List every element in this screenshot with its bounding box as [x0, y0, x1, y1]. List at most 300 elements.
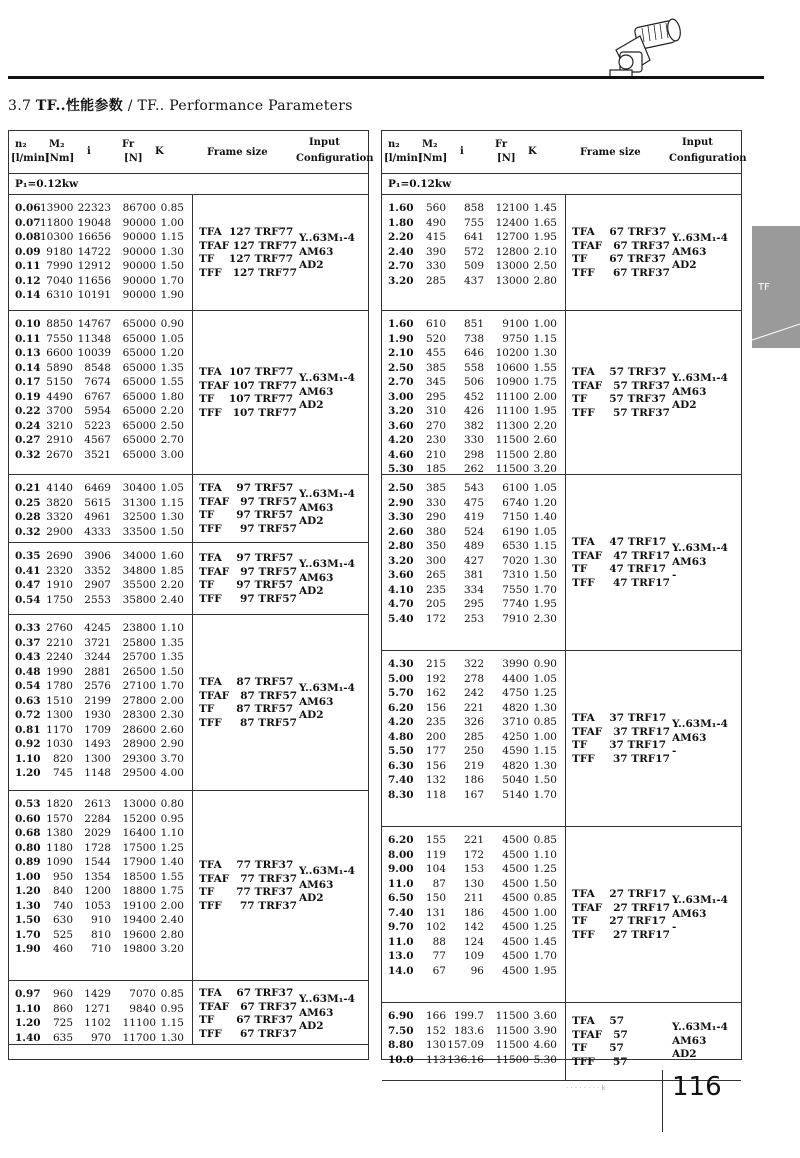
col-i: i [460, 146, 464, 157]
performance-group [9, 981, 368, 1045]
cell: 0.41 [15, 564, 41, 577]
cell: 16656 [77, 231, 111, 243]
table-row [15, 346, 184, 361]
data-rows [15, 621, 184, 781]
cell: 755 [463, 216, 484, 229]
cell: 1.25 [160, 841, 184, 854]
cell: 1.30 [533, 554, 557, 567]
cell: 4500 [502, 892, 529, 904]
cell: 0.85 [533, 716, 557, 728]
table-row [15, 1031, 184, 1046]
cell: 11100 [495, 405, 529, 417]
cell: 132 [425, 774, 446, 786]
cell: 2.30 [533, 612, 557, 625]
cell: 12800 [495, 245, 529, 258]
cell: 142 [463, 921, 484, 933]
cell: 11500 [495, 1024, 529, 1037]
table-row [15, 899, 184, 914]
cell: 455 [425, 347, 446, 359]
cell: 19400 [122, 914, 156, 926]
table-row [388, 448, 557, 463]
cell: 11500 [495, 463, 529, 475]
cell: 330 [463, 434, 484, 446]
cell: 13.0 [388, 950, 414, 962]
cell: 2690 [46, 550, 73, 562]
table-row [388, 862, 557, 877]
cell: 334 [463, 583, 484, 596]
cell: 1053 [84, 899, 111, 912]
config-entry: AM63 [299, 571, 334, 584]
col-n2: n₂ [388, 139, 400, 150]
config-entry: AM63 [672, 245, 707, 258]
frame-size-entry: TFA 127 TRF77 [199, 226, 294, 238]
table-row [388, 788, 557, 803]
cell: 543 [463, 482, 484, 494]
cell: 2881 [84, 665, 111, 678]
cell: 858 [463, 202, 484, 214]
cell: 104 [425, 863, 446, 875]
col-input: Input [682, 137, 713, 148]
cell: 200 [425, 730, 446, 743]
cell: 90000 [122, 274, 156, 287]
cell: 172 [425, 612, 446, 625]
cell: 5140 [502, 788, 529, 801]
cell: 11100 [495, 390, 529, 403]
cell: 4820 [502, 759, 529, 772]
tab-decoration [752, 300, 800, 348]
cell: 7020 [502, 554, 529, 567]
data-rows [15, 317, 184, 462]
input-configuration [299, 488, 355, 529]
cell: 1180 [46, 841, 73, 854]
table-row [15, 230, 184, 245]
cell: 6310 [46, 289, 73, 301]
config-entry: Y..63M₁-4 [672, 718, 728, 730]
cell: 0.53 [15, 798, 41, 810]
cell: 4.20 [388, 716, 414, 728]
cell: 4.10 [388, 583, 414, 596]
cell: 1.50 [533, 877, 557, 890]
table-row [15, 288, 184, 303]
cell: 3.00 [160, 448, 184, 461]
cell: 1.55 [533, 361, 557, 374]
cell: 2.90 [388, 496, 414, 509]
frame-size-entry: TFF 77 TRF37 [199, 899, 297, 912]
cell: 382 [463, 419, 484, 432]
cell: 1544 [84, 856, 111, 868]
cell: 1.15 [533, 745, 557, 757]
cell: 1.45 [533, 202, 557, 214]
cell: 558 [463, 361, 484, 374]
cell: 3.60 [388, 569, 414, 581]
cell: 183.6 [453, 1024, 484, 1037]
cell: 11300 [495, 419, 529, 432]
cell: 29300 [122, 752, 156, 765]
cell: 1.75 [160, 885, 184, 897]
cell: 2.50 [388, 361, 414, 374]
table-row [388, 597, 557, 612]
table-row [15, 621, 184, 636]
cell: 560 [425, 202, 446, 214]
cell: 4490 [46, 390, 73, 403]
cell: 4750 [502, 687, 529, 699]
table-row [15, 404, 184, 419]
table-row [388, 1053, 557, 1068]
cell: 118 [425, 788, 446, 801]
table-row [15, 723, 184, 738]
cell: 3.70 [160, 752, 184, 765]
cell: 0.28 [15, 511, 41, 523]
cell: 11348 [77, 332, 111, 345]
col-fr: Fr [495, 139, 508, 150]
cell: 0.21 [15, 482, 41, 494]
table-row [388, 568, 557, 583]
cell: 7150 [502, 511, 529, 523]
cell: 22323 [77, 202, 111, 214]
cell: 1.10 [15, 1002, 41, 1015]
table-row [388, 730, 557, 745]
cell: 295 [425, 390, 446, 403]
cell: 524 [463, 525, 484, 538]
cell: 18800 [122, 885, 156, 897]
cell: 4961 [84, 511, 111, 523]
frame-size-entry: TFF 107 TRF77 [199, 406, 297, 419]
cell: 1.65 [533, 216, 557, 229]
cell: 1.20 [533, 496, 557, 509]
cell: 5223 [84, 419, 111, 432]
cell: 0.14 [15, 289, 41, 301]
cell: 235 [425, 583, 446, 596]
data-rows [388, 833, 557, 978]
config-entry: - [672, 921, 677, 933]
cell: 1.50 [533, 774, 557, 786]
cell: 10.0 [388, 1053, 414, 1066]
cell: 262 [463, 463, 484, 475]
cell: 90000 [122, 245, 156, 258]
cell: 17900 [122, 856, 156, 868]
cell: 2.60 [533, 434, 557, 446]
cell: 90000 [122, 260, 156, 272]
table-row [388, 920, 557, 935]
frame-size [572, 888, 670, 942]
column-divider [565, 195, 566, 310]
cell: 0.54 [15, 593, 41, 606]
cell: 5040 [502, 774, 529, 786]
gear-motor-illustration [606, 14, 688, 84]
column-divider [565, 1003, 566, 1080]
cell: 1.10 [533, 848, 557, 861]
table-row [15, 679, 184, 694]
cell: 2553 [84, 593, 111, 606]
cell: 166 [425, 1010, 446, 1022]
config-entry: Y..63M₁-4 [299, 865, 355, 877]
cell: 150 [425, 892, 446, 904]
cell: 3.20 [388, 554, 414, 567]
table-row [15, 448, 184, 463]
frame-size-entry: TFA 107 TRF77 [199, 366, 294, 378]
cell: 350 [425, 540, 446, 552]
performance-group [382, 195, 741, 311]
input-configuration [299, 232, 355, 273]
cell: 1.95 [533, 964, 557, 977]
page-title: 3.7 TF..性能参数 / TF.. Performance Parameters [8, 98, 353, 114]
cell: 1.10 [15, 752, 41, 765]
frame-size-entry: TFF 37 TRF17 [572, 752, 670, 765]
cell: 2900 [46, 525, 73, 538]
cell: 8850 [46, 318, 73, 330]
cell: 0.19 [15, 390, 41, 403]
data-rows [388, 201, 557, 288]
cell: 10600 [495, 361, 529, 374]
table-row [388, 701, 557, 716]
cell: 738 [463, 332, 484, 345]
table-row [15, 812, 184, 827]
cell: 2.70 [160, 434, 184, 446]
frame-size-entry: TFF 127 TRF77 [199, 266, 297, 279]
cell: 0.11 [15, 332, 41, 345]
cell: 167 [463, 788, 484, 801]
cell: 725 [52, 1017, 73, 1029]
cell: 65000 [122, 361, 156, 374]
cell: 11656 [77, 274, 111, 287]
performance-table-left [8, 130, 374, 1060]
cell: 5890 [46, 361, 73, 374]
frame-size-entry: TFA 57 [572, 1015, 625, 1027]
cell: 0.43 [15, 651, 41, 663]
cell: 17500 [122, 841, 156, 854]
frame-size-entry: TFAF 97 TRF57 [199, 495, 298, 508]
cell: 1.85 [160, 564, 184, 577]
table-row [388, 833, 557, 848]
table-row [388, 361, 557, 376]
frame-size-entry: TFAF 107 TRF77 [199, 379, 298, 392]
config-entry: AD2 [672, 259, 697, 271]
cell: 0.85 [160, 202, 184, 214]
cell: 13000 [122, 798, 156, 810]
cell: 6530 [502, 540, 529, 552]
col-frame: Frame size [207, 147, 268, 158]
table-row [15, 549, 184, 564]
cell: 1.95 [533, 598, 557, 610]
col-k: K [155, 146, 164, 157]
cell: 1.70 [160, 274, 184, 287]
cell: 3.20 [160, 943, 184, 955]
table-row [388, 1038, 557, 1053]
cell: 4500 [502, 848, 529, 861]
cell: 230 [425, 434, 446, 446]
cell: 242 [463, 687, 484, 699]
col-n2-unit: [l/min] [384, 153, 423, 164]
cell: 1.05 [533, 482, 557, 494]
cell: 300 [425, 554, 446, 567]
table-row [15, 694, 184, 709]
table-row [15, 593, 184, 608]
frame-size-entry: TFF 47 TRF17 [572, 576, 670, 589]
cell: 6.20 [388, 701, 414, 714]
cell: 520 [425, 332, 446, 345]
table-row [388, 612, 557, 627]
cell: 3.00 [388, 390, 414, 403]
cell: 0.47 [15, 579, 41, 591]
cell: 88 [432, 935, 446, 948]
config-entry: AD2 [299, 585, 324, 597]
cell: 77 [432, 950, 446, 962]
cell: 4500 [502, 921, 529, 933]
cell: 7310 [502, 569, 529, 581]
cell: 27100 [122, 680, 156, 692]
frame-size [199, 366, 297, 420]
config-entry: AM63 [299, 501, 334, 514]
config-entry: AD2 [299, 399, 324, 411]
table-row [388, 332, 557, 347]
table-row [388, 346, 557, 361]
cell: 11800 [40, 216, 74, 229]
cell: 1.05 [160, 482, 184, 494]
frame-size-entry: TFAF 27 TRF17 [572, 901, 671, 914]
cell: 7040 [46, 274, 73, 287]
cell: 1354 [84, 870, 111, 883]
cell: 14.0 [388, 964, 414, 977]
cell: 1.20 [160, 347, 184, 359]
input-configuration [672, 894, 728, 935]
cell: 4140 [46, 482, 73, 494]
cell: 2.20 [160, 405, 184, 417]
cell: 9.70 [388, 921, 414, 933]
cell: 7070 [129, 988, 156, 1000]
input-configuration [299, 865, 355, 906]
cell: 90000 [122, 289, 156, 301]
col-n2-unit: [l/min] [11, 153, 50, 164]
cell: 90000 [122, 216, 156, 229]
cell: 1.30 [160, 1031, 184, 1044]
input-configuration [299, 372, 355, 413]
frame-size-entry: TFAF 47 TRF17 [572, 549, 671, 562]
frame-size [199, 676, 297, 730]
table-row [15, 201, 184, 216]
frame-size-entry: TF 67 TRF37 [199, 1014, 294, 1026]
cell: 2.20 [160, 579, 184, 591]
cell: 5.70 [388, 687, 414, 699]
cell: 1.20 [15, 885, 41, 897]
cell: 210 [425, 448, 446, 461]
cell: 16400 [122, 827, 156, 839]
frame-size-entry: TFA 67 TRF37 [572, 226, 667, 238]
cell: 489 [463, 540, 484, 552]
cell: 10900 [495, 376, 529, 388]
cell: 26500 [122, 665, 156, 678]
cell: 1.70 [533, 583, 557, 596]
cell: 506 [463, 376, 484, 388]
frame-size-entry: TF 57 [572, 1042, 624, 1054]
cell: 1.55 [160, 870, 184, 883]
column-divider [192, 195, 193, 310]
cell: 2907 [84, 579, 111, 591]
cell: 5.40 [388, 612, 414, 625]
table-row [388, 686, 557, 701]
cell: 15200 [122, 812, 156, 825]
cell: 5615 [84, 496, 111, 509]
frame-size-entry: TFA 67 TRF37 [199, 987, 294, 999]
cell: 9.00 [388, 863, 414, 875]
config-entry: Y..63M₁-4 [299, 993, 355, 1005]
cell: 960 [52, 988, 73, 1000]
cell: 1570 [46, 812, 73, 825]
cell: 1.40 [533, 511, 557, 523]
cell: 1.70 [533, 950, 557, 962]
cell: 65000 [122, 390, 156, 403]
cell: 1.35 [160, 361, 184, 374]
frame-size [572, 366, 670, 420]
cell: 0.32 [15, 448, 41, 461]
cell: 156 [425, 759, 446, 772]
table-row [15, 259, 184, 274]
cell: 11700 [122, 1031, 156, 1044]
cell: 2.10 [388, 347, 414, 359]
table-row [388, 510, 557, 525]
table-row [15, 708, 184, 723]
cell: 25700 [122, 651, 156, 663]
table-row [15, 665, 184, 680]
cell: 1.70 [533, 788, 557, 801]
cell: 253 [463, 612, 484, 625]
table-row [15, 332, 184, 347]
cell: 5.00 [388, 672, 414, 685]
cell: 8.30 [388, 788, 414, 801]
cell: 1.00 [15, 870, 41, 883]
power-label: P₁=0.12kw [9, 173, 368, 195]
column-divider [192, 475, 193, 542]
cell: 6740 [502, 496, 529, 509]
cell: 970 [90, 1031, 111, 1044]
cell: 0.24 [15, 419, 41, 432]
cell: 11500 [495, 1053, 529, 1066]
cell: 2284 [84, 812, 111, 825]
cell: 34000 [122, 550, 156, 562]
frame-size-entry: TFA 27 TRF17 [572, 888, 667, 900]
table-row [15, 1016, 184, 1031]
cell: 265 [425, 569, 446, 581]
frame-size-entry: TFAF 57 TRF37 [572, 379, 671, 392]
column-divider [565, 311, 566, 474]
cell: 3721 [84, 636, 111, 649]
cell: 0.33 [15, 622, 41, 634]
cell: 0.25 [15, 496, 41, 509]
cell: 11500 [495, 434, 529, 446]
cell: 3906 [84, 550, 111, 562]
col-m2-unit: [Nm] [45, 153, 75, 164]
cell: 820 [52, 752, 73, 765]
cell: 34800 [122, 564, 156, 577]
cell: 4500 [502, 950, 529, 962]
config-entry: AD2 [299, 259, 324, 271]
cell: 5150 [46, 376, 73, 388]
cell: 3.60 [388, 419, 414, 432]
power-label: P₁=0.12kw [382, 173, 741, 195]
cell: 235 [425, 716, 446, 728]
table-row [15, 375, 184, 390]
cell: 186 [463, 906, 484, 919]
cell: 2029 [84, 827, 111, 839]
cell: 4590 [502, 745, 529, 757]
performance-group [382, 651, 741, 827]
cell: 1.15 [533, 332, 557, 345]
cell: 4500 [502, 906, 529, 919]
col-fr: Fr [122, 139, 135, 150]
cell: 2.70 [388, 260, 414, 272]
frame-size-entry: TF 97 TRF57 [199, 509, 294, 521]
cell: 12400 [495, 216, 529, 229]
col-n2: n₂ [15, 139, 27, 150]
